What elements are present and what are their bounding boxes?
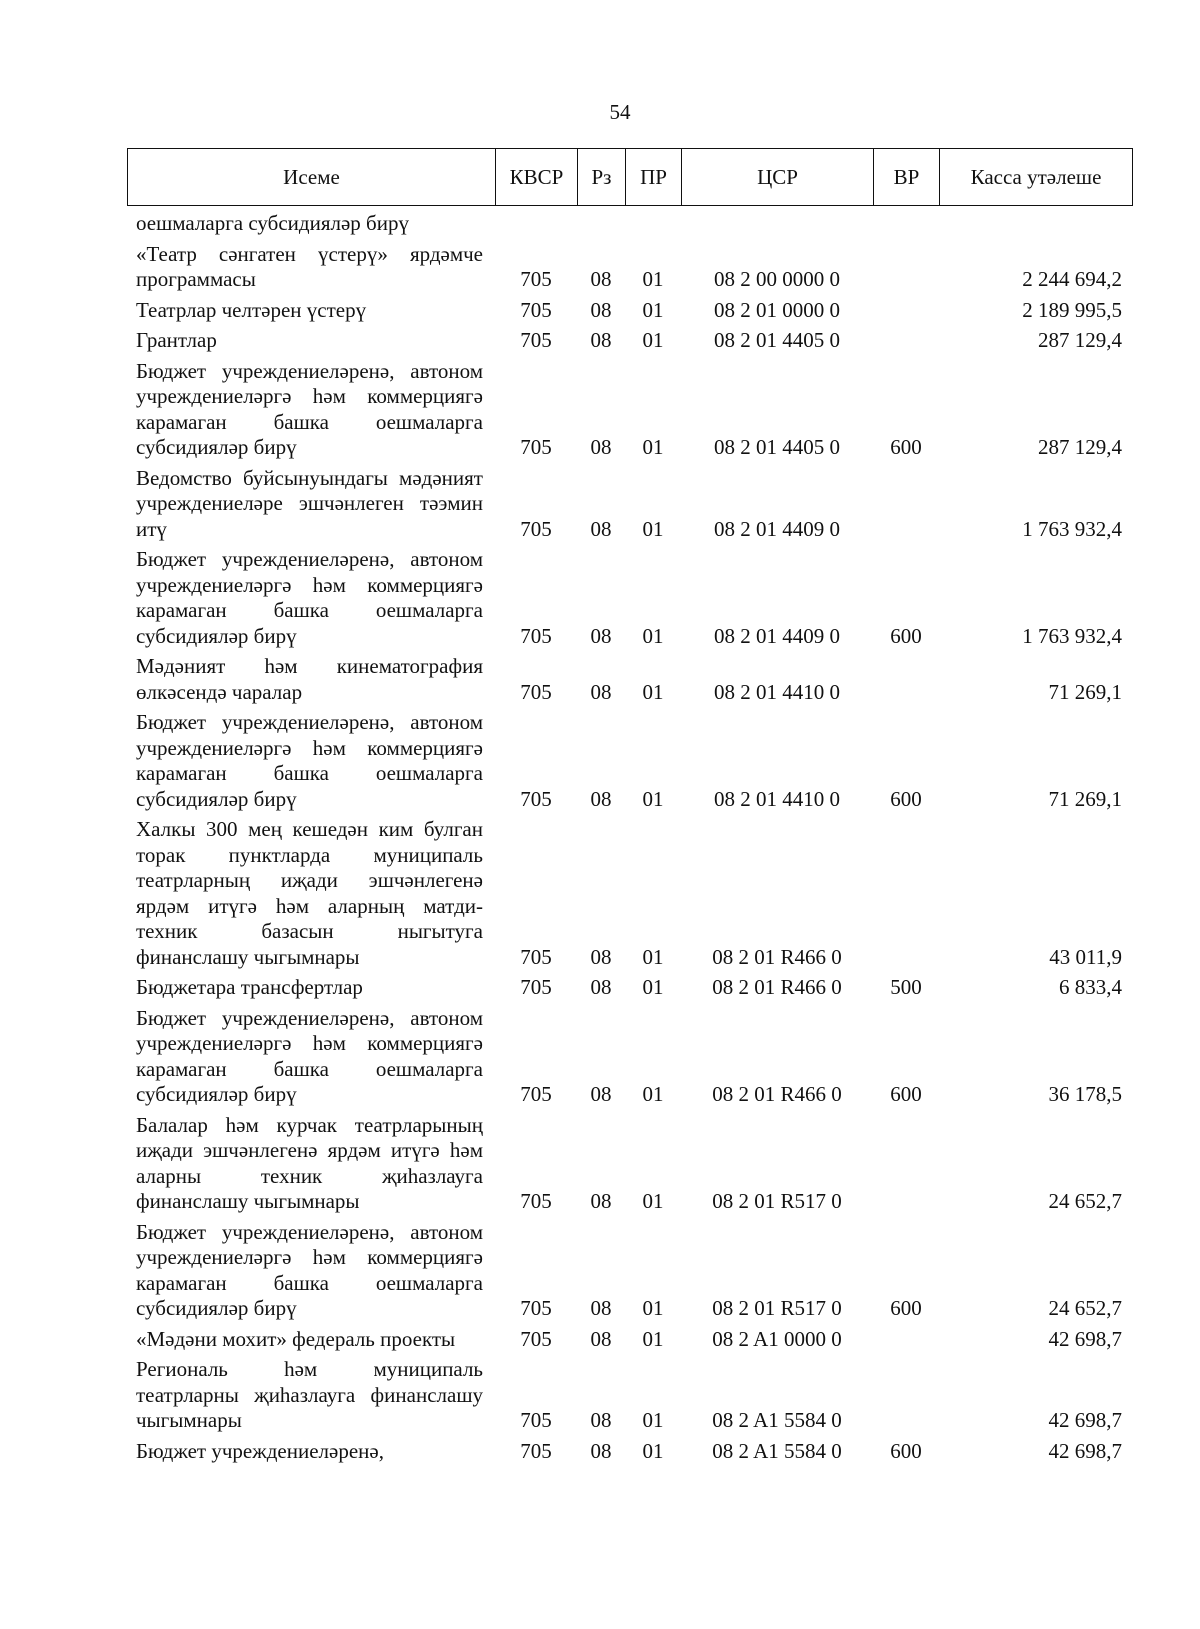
cell-kassa: 36 178,5 — [1048, 1082, 1122, 1106]
cell-vr: 500 — [890, 975, 922, 999]
cell-csr: 08 2 01 0000 0 — [714, 297, 840, 322]
cell-kassa: 2 189 995,5 — [1022, 297, 1122, 322]
table-row — [127, 461, 1132, 543]
cell-kassa: 43 011,9 — [1049, 944, 1122, 969]
header-kvsr: КВСР — [496, 149, 578, 206]
cell-rz: 08 — [590, 786, 612, 811]
cell-kvsr: 705 — [520, 1082, 552, 1106]
cell-pr: 01 — [642, 1082, 664, 1106]
table-row — [127, 1434, 1132, 1465]
table-row — [127, 1352, 1132, 1434]
cell-vr: 600 — [890, 623, 922, 648]
header-csr: ЦСР — [682, 149, 874, 206]
cell-vr: 600 — [890, 1438, 922, 1463]
cell-rz: 08 — [590, 435, 612, 459]
cell-kassa: 2 244 694,2 — [1022, 267, 1122, 291]
cell-vr: 600 — [890, 435, 922, 459]
cell-rz: 08 — [590, 1082, 612, 1106]
cell-rz: 08 — [590, 679, 612, 704]
cell-csr: 08 2 01 4410 0 — [714, 679, 840, 704]
cell-pr: 01 — [642, 297, 664, 322]
cell-kvsr: 705 — [520, 786, 552, 811]
cell-pr: 01 — [642, 516, 664, 541]
cell-vr — [873, 323, 939, 354]
cell-csr: 08 2 01 R466 0 — [712, 944, 842, 969]
cell-rz: 08 — [590, 516, 612, 541]
cell-pr: 01 — [642, 786, 664, 811]
cell-rz: 08 — [590, 1326, 612, 1351]
table-row — [127, 293, 1132, 324]
cell-csr: 08 2 01 4409 0 — [714, 516, 840, 541]
cell-kvsr: 705 — [520, 975, 552, 999]
header-rz: Рз — [578, 149, 626, 206]
cell-csr: 08 2 01 4409 0 — [714, 623, 840, 648]
cell-kassa: 287 129,4 — [1038, 328, 1122, 352]
cell-vr — [873, 461, 939, 543]
cell-kassa: 1 763 932,4 — [1022, 623, 1122, 648]
table-row — [127, 812, 1132, 970]
cell-kassa: 6 833,4 — [1059, 975, 1122, 999]
cell-rz: 08 — [590, 267, 612, 291]
cell-kvsr: 705 — [520, 328, 552, 352]
table-row — [127, 354, 1132, 461]
table-row — [127, 1001, 1132, 1108]
cell-vr: 600 — [890, 1296, 922, 1320]
cell-kassa: 1 763 932,4 — [1022, 516, 1122, 541]
cell-kvsr: 705 — [520, 623, 552, 648]
table-body — [127, 206, 1132, 1464]
cell-name: «Мәдәни мохит» федераль проекты — [136, 1326, 456, 1351]
cell-rz: 08 — [590, 623, 612, 648]
cell-pr: 01 — [642, 679, 664, 704]
cell-kvsr: 705 — [520, 267, 552, 291]
table-row — [127, 237, 1132, 293]
cell-rz: 08 — [590, 1189, 612, 1213]
cell-kvsr: 705 — [520, 1408, 552, 1432]
cell-csr: 08 2 A1 5584 0 — [712, 1408, 842, 1432]
cell-kvsr: 705 — [520, 679, 552, 704]
cell-kassa — [939, 206, 1132, 237]
cell-rz: 08 — [590, 328, 612, 352]
cell-pr: 01 — [642, 944, 664, 969]
cell-vr — [873, 293, 939, 324]
page-number: 54 — [609, 100, 631, 124]
cell-kvsr: 705 — [520, 516, 552, 541]
budget-table — [127, 206, 1132, 1464]
cell-name: Бюджет учреждениеләренә, автоном учреждениеләргә һәм коммерциягә карамаган башка оешмаларга субсидияләр бирү — [136, 1005, 483, 1106]
cell-csr: 08 2 01 4405 0 — [714, 328, 840, 352]
cell-kvsr: 705 — [520, 944, 552, 969]
cell-pr: 01 — [642, 1438, 664, 1463]
cell-kassa: 42 698,7 — [1048, 1408, 1122, 1432]
table-row — [127, 206, 1132, 237]
cell-vr — [873, 1352, 939, 1434]
cell-name: Грантлар — [136, 328, 217, 352]
cell-rz: 08 — [590, 297, 612, 322]
cell-name: Бюджет учреждениеләренә, — [136, 1438, 384, 1463]
cell-name: Бюджет учреждениеләренә, автоном учреждениеләргә һәм коммерциягә карамаган башка оешмаларга субсидияләр бирү — [136, 1219, 483, 1320]
cell-csr: 08 2 01 R466 0 — [712, 1082, 842, 1106]
cell-rz: 08 — [590, 1296, 612, 1320]
header-name: Исеме — [128, 149, 496, 206]
cell-pr: 01 — [642, 1408, 664, 1432]
header-kassa: Касса утәлеше — [940, 149, 1133, 206]
cell-name: Региональ һәм муниципаль театрларны җиһазлауга финанслашу чыгымнары — [136, 1357, 483, 1432]
cell-kvsr: 705 — [520, 1438, 552, 1463]
cell-csr: 08 2 A1 5584 0 — [712, 1438, 842, 1463]
table-row — [127, 649, 1132, 705]
cell-csr: 08 2 01 4410 0 — [714, 786, 840, 811]
cell-pr — [625, 206, 681, 237]
table-row — [127, 1108, 1132, 1215]
cell-kassa: 24 652,7 — [1048, 1189, 1122, 1213]
cell-kassa: 42 698,7 — [1048, 1326, 1122, 1351]
cell-vr — [873, 206, 939, 237]
table-row — [127, 1322, 1132, 1353]
cell-name: Бюджет учреждениеләренә, автоном учреждениеләргә һәм коммерциягә карамаган башка оешмаларга субсидияләр бирү — [136, 710, 483, 811]
cell-kvsr: 705 — [520, 1326, 552, 1351]
cell-kvsr — [495, 206, 577, 237]
table-row — [127, 323, 1132, 354]
table-row — [127, 705, 1132, 812]
table-row — [127, 970, 1132, 1001]
cell-pr: 01 — [642, 1296, 664, 1320]
cell-pr: 01 — [642, 1326, 664, 1351]
cell-vr: 600 — [890, 786, 922, 811]
cell-csr: 08 2 A1 0000 0 — [712, 1326, 842, 1351]
cell-pr: 01 — [642, 623, 664, 648]
table-header — [127, 148, 1133, 206]
table-row — [127, 542, 1132, 649]
header-vr: ВР — [874, 149, 940, 206]
cell-kassa: 71 269,1 — [1048, 786, 1122, 811]
cell-rz — [577, 206, 625, 237]
cell-name: Ведомство буйсынуындагы мәдәният учреждениеләре эшчәнлеген тәэмин итү — [136, 465, 483, 541]
cell-rz: 08 — [590, 944, 612, 969]
cell-rz: 08 — [590, 975, 612, 999]
cell-csr: 08 2 01 4405 0 — [714, 435, 840, 459]
cell-kvsr: 705 — [520, 1296, 552, 1320]
cell-kvsr: 705 — [520, 435, 552, 459]
cell-name: Халкы 300 мең кешедән ким булган торак пунктларда муниципаль театрларның иҗади эшчәнлегенә ярдәм итүгә һәм аларның матди-техник базасын ныгытуга финанслашу чыгымнары — [136, 817, 483, 969]
cell-kvsr: 705 — [520, 297, 552, 322]
cell-name: оешмаларга субсидияләр бирү — [136, 211, 409, 235]
cell-pr: 01 — [642, 267, 664, 291]
cell-name: Бюджет учреждениеләренә, автоном учреждениеләргә һәм коммерциягә карамаган башка оешмаларга субсидияләр бирү — [136, 547, 483, 648]
cell-vr — [873, 237, 939, 293]
table-row — [127, 1215, 1132, 1322]
header-pr: ПР — [626, 149, 682, 206]
cell-kassa: 71 269,1 — [1048, 679, 1122, 704]
cell-vr: 600 — [890, 1082, 922, 1106]
cell-kassa: 287 129,4 — [1038, 435, 1122, 459]
cell-pr: 01 — [642, 1189, 664, 1213]
cell-pr: 01 — [642, 435, 664, 459]
cell-vr — [873, 1108, 939, 1215]
cell-name: Мәдәният һәм кинематография өлкәсендә чаралар — [136, 654, 483, 704]
cell-rz: 08 — [590, 1438, 612, 1463]
cell-name: Театрлар челтәрен үстерү — [136, 297, 367, 322]
cell-name: Балалар һәм курчак театрларының иҗади эшчәнлегенә ярдәм итүгә һәм аларны техник җиһазлауга финанслашу чыгымнары — [136, 1112, 483, 1213]
cell-pr: 01 — [642, 975, 664, 999]
cell-kvsr: 705 — [520, 1189, 552, 1213]
cell-csr: 08 2 01 R517 0 — [712, 1189, 842, 1213]
cell-vr — [873, 1322, 939, 1353]
cell-name: Бюджетара трансфертлар — [136, 975, 363, 999]
cell-csr: 08 2 00 0000 0 — [714, 267, 840, 291]
cell-kassa: 42 698,7 — [1048, 1438, 1122, 1463]
cell-rz: 08 — [590, 1408, 612, 1432]
cell-vr — [873, 649, 939, 705]
cell-csr: 08 2 01 R517 0 — [712, 1296, 842, 1320]
cell-csr — [681, 206, 873, 237]
cell-csr: 08 2 01 R466 0 — [712, 975, 842, 999]
cell-name: Бюджет учреждениеләренә, автоном учреждениеләргә һәм коммерциягә карамаган башка оешмаларга субсидияләр бирү — [136, 358, 483, 459]
cell-pr: 01 — [642, 328, 664, 352]
cell-kassa: 24 652,7 — [1048, 1296, 1122, 1320]
cell-vr — [873, 812, 939, 970]
cell-name: «Театр сәнгатен үстерү» ярдәмче программасы — [136, 241, 483, 291]
